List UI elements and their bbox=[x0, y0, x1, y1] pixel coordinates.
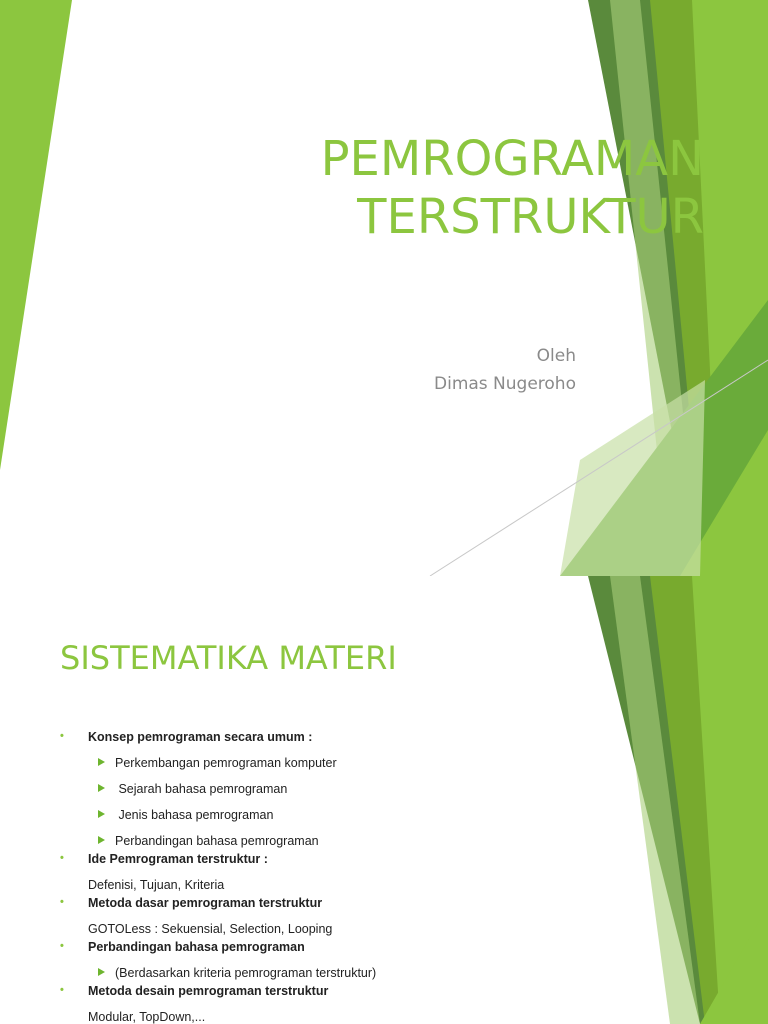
list-item: • Perbandingan bahasa pemrograman bbox=[60, 940, 305, 954]
arrow-bullet-icon bbox=[98, 836, 105, 844]
list-item: Perbandingan bahasa pemrograman bbox=[98, 834, 319, 848]
subtitle-line-2: Dimas Nugeroho bbox=[434, 374, 576, 394]
content-slide bbox=[0, 576, 768, 1024]
list-item: • Ide Pemrograman terstruktur : bbox=[60, 852, 268, 866]
list-item: Modular, TopDown,... bbox=[88, 1010, 206, 1024]
arrow-bullet-icon bbox=[98, 810, 105, 818]
arrow-bullet-icon bbox=[98, 968, 105, 976]
list-item: • Konsep pemrograman secara umum : bbox=[60, 730, 313, 744]
list-item: • Metoda desain pemrograman terstruktur bbox=[60, 984, 329, 998]
title-line-2: TERSTRUKTUR bbox=[357, 189, 704, 245]
list-item: Defenisi, Tujuan, Kriteria bbox=[88, 878, 225, 892]
arrow-bullet-icon bbox=[98, 784, 105, 792]
slide-title: SISTEMATIKA MATERI bbox=[60, 639, 397, 677]
subtitle-line-1: Oleh bbox=[536, 346, 576, 366]
list-item: Perkembangan pemrograman komputer bbox=[98, 756, 337, 770]
slide-subtitle bbox=[434, 342, 576, 398]
title-line-1: PEMROGRAMAN bbox=[320, 131, 704, 187]
list-item: Jenis bahasa pemrograman bbox=[98, 808, 273, 822]
list-item: (Berdasarkan kriteria pemrograman terstruktur) bbox=[98, 966, 376, 980]
list-item: Sejarah bahasa pemrograman bbox=[98, 782, 287, 796]
slide-title bbox=[184, 130, 704, 246]
list-item: • Metoda dasar pemrograman terstruktur bbox=[60, 896, 323, 910]
list-item: GOTOLess : Sekuensial, Selection, Looping bbox=[88, 922, 333, 936]
arrow-bullet-icon bbox=[98, 758, 105, 766]
